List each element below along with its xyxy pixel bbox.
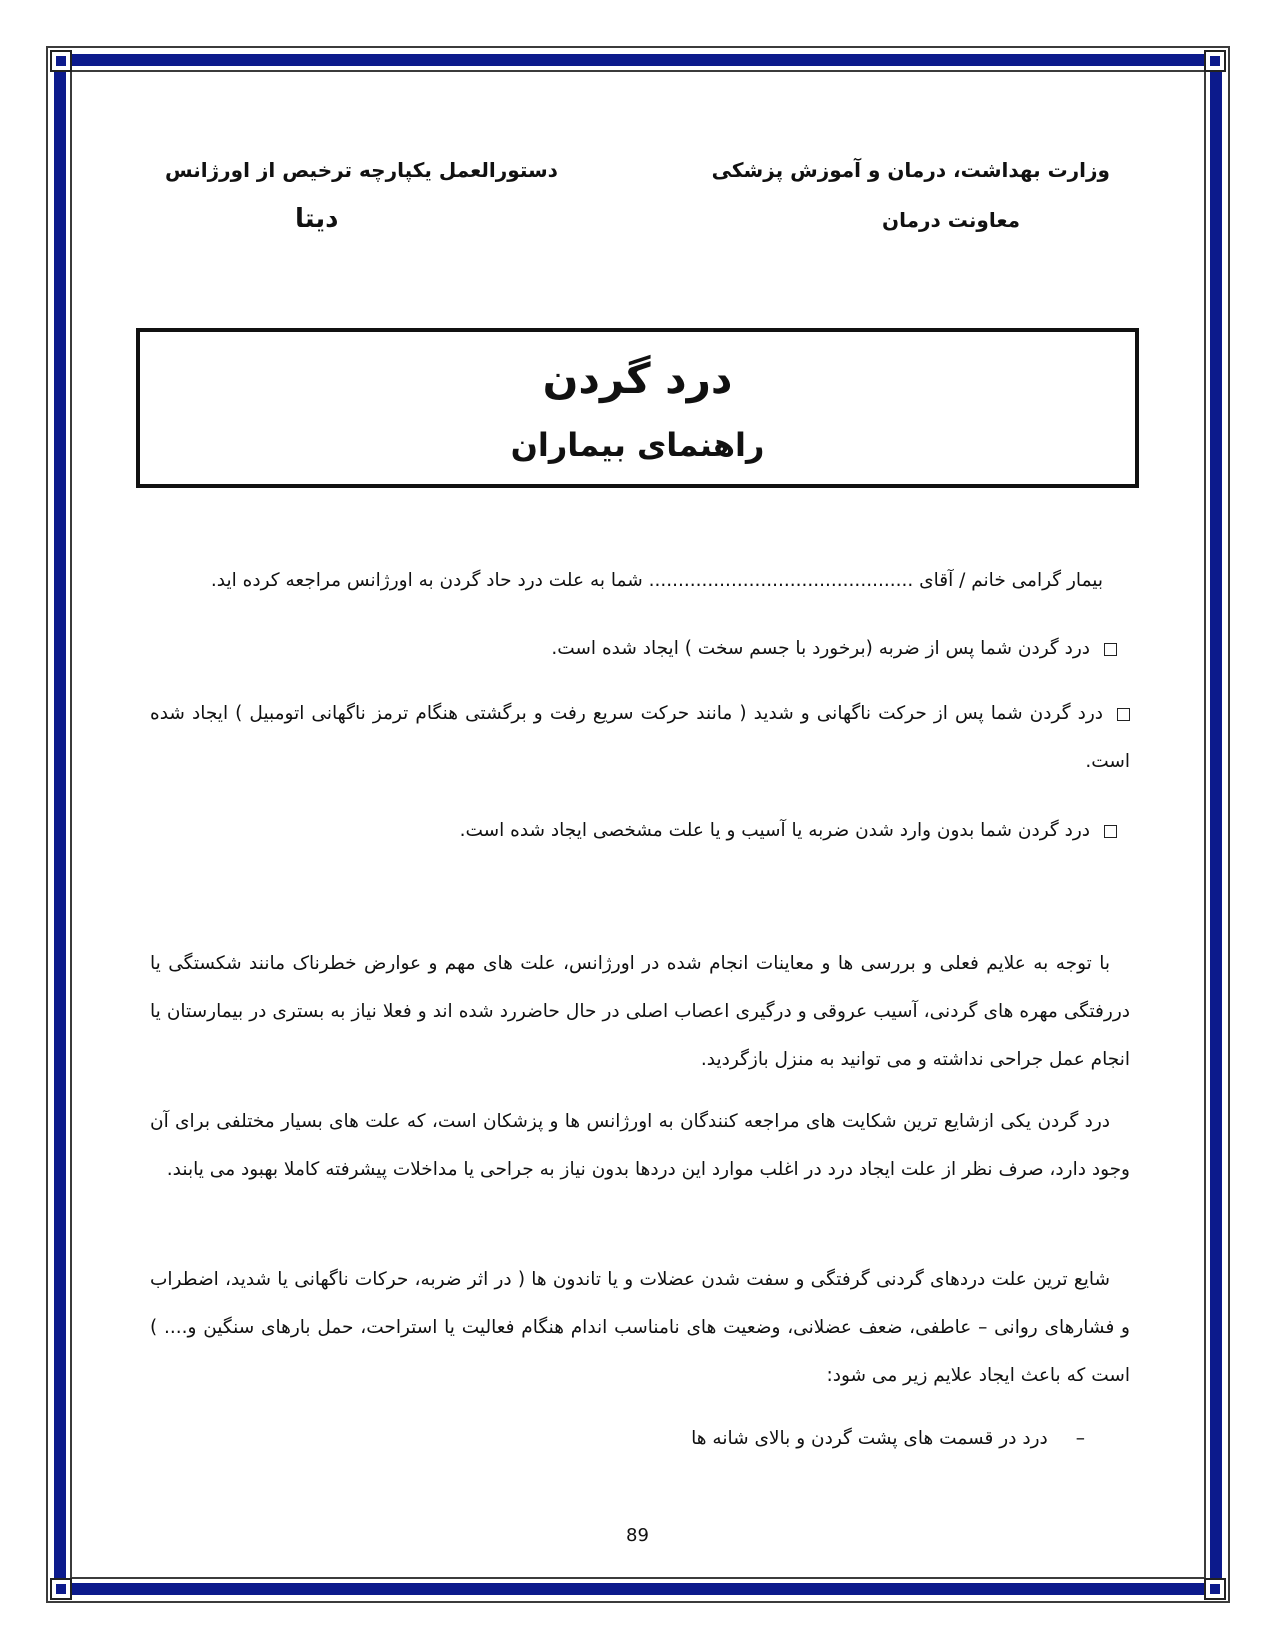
cause-option — [551, 638, 1117, 659]
paragraph: درد گردن یکی ازشایع ترین شکایت های مراجعه کنندگان به اورژانس ها و پزشکان است، که علت های بسیار مختلفی برای آن وجود دارد، صرف نظر از علت ایجاد درد در اغلب موارد این دردها بدون نیاز به جراحی یا مداخلات پیشرفته کاملا بهبود می یابند. — [150, 1111, 1130, 1180]
deputy-name: معاونت درمان — [882, 208, 1020, 232]
page-number: 89 — [626, 1525, 649, 1546]
protocol-title: دستورالعمل یکپارچه ترخیص از اورژانس — [165, 158, 558, 182]
option-text: درد گردن شما پس از ضربه (برخورد با جسم سخت ) ایجاد شده است. — [551, 638, 1090, 659]
option-text: درد گردن شما پس از حرکت ناگهانی و شدید ( مانند حرکت سریع رفت و برگشتی هنگام ترمز ناگهانی اتومبیل ) ایجاد شده است. — [150, 703, 1130, 772]
brand-name: دیتا — [295, 204, 339, 234]
ministry-name: وزارت بهداشت، درمان و آموزش پزشکی — [711, 158, 1110, 182]
page-title: درد گردن — [542, 354, 733, 403]
cause-option — [460, 820, 1117, 841]
checkbox[interactable] — [1104, 825, 1117, 838]
patient-greeting: بیمار گرامی خانم / آقای ............................................. شما به علت درد حاد گردن به اورژانس مراجعه کرده اید. — [210, 570, 1103, 591]
paragraph: شایع ترین علت دردهای گردنی گرفتگی و سفت شدن عضلات و یا تاندون ها ( در اثر ضربه، حرکات ناگهانی یا شدید، اضطراب و فشارهای روانی – عاطفی، ضعف عضلانی، وضعیت های نامناسب اندام هنگام فعالیت یا استراحت، حمل بارهای سنگین و.... ) است که باعث ایجاد علایم زیر می شود: — [150, 1269, 1130, 1386]
checkbox[interactable] — [1104, 643, 1117, 656]
paragraph: با توجه به علایم فعلی و بررسی ها و معاینات انجام شده در اورژانس، علت های مهم و عوارض خطرناک مانند شکستگی یا دررفتگی مهره های گردنی، آسیب عروقی و درگیری اعصاب اصلی در حال حاضررد شده اند و فعلا نیاز به بستری در بیمارستان یا انجام عمل جراحی نداشته و می توانید به منزل بازگردید. — [150, 953, 1130, 1070]
dash-bullet-icon: – — [1075, 1428, 1085, 1449]
symptom-text: درد در قسمت های پشت گردن و بالای شانه ها — [691, 1428, 1048, 1449]
frame-corner-ornament — [1204, 50, 1226, 72]
checkbox[interactable] — [1117, 708, 1130, 721]
page-subtitle: راهنمای بیماران — [510, 426, 765, 464]
option-text: درد گردن شما بدون وارد شدن ضربه یا آسیب و یا علت مشخصی ایجاد شده است. — [459, 820, 1090, 841]
title-box — [136, 328, 1139, 488]
frame-corner-ornament — [1204, 1578, 1226, 1600]
symptom-item — [691, 1428, 1085, 1449]
frame-corner-ornament — [50, 1578, 72, 1600]
frame-corner-ornament — [50, 50, 72, 72]
cause-option — [150, 690, 1130, 786]
